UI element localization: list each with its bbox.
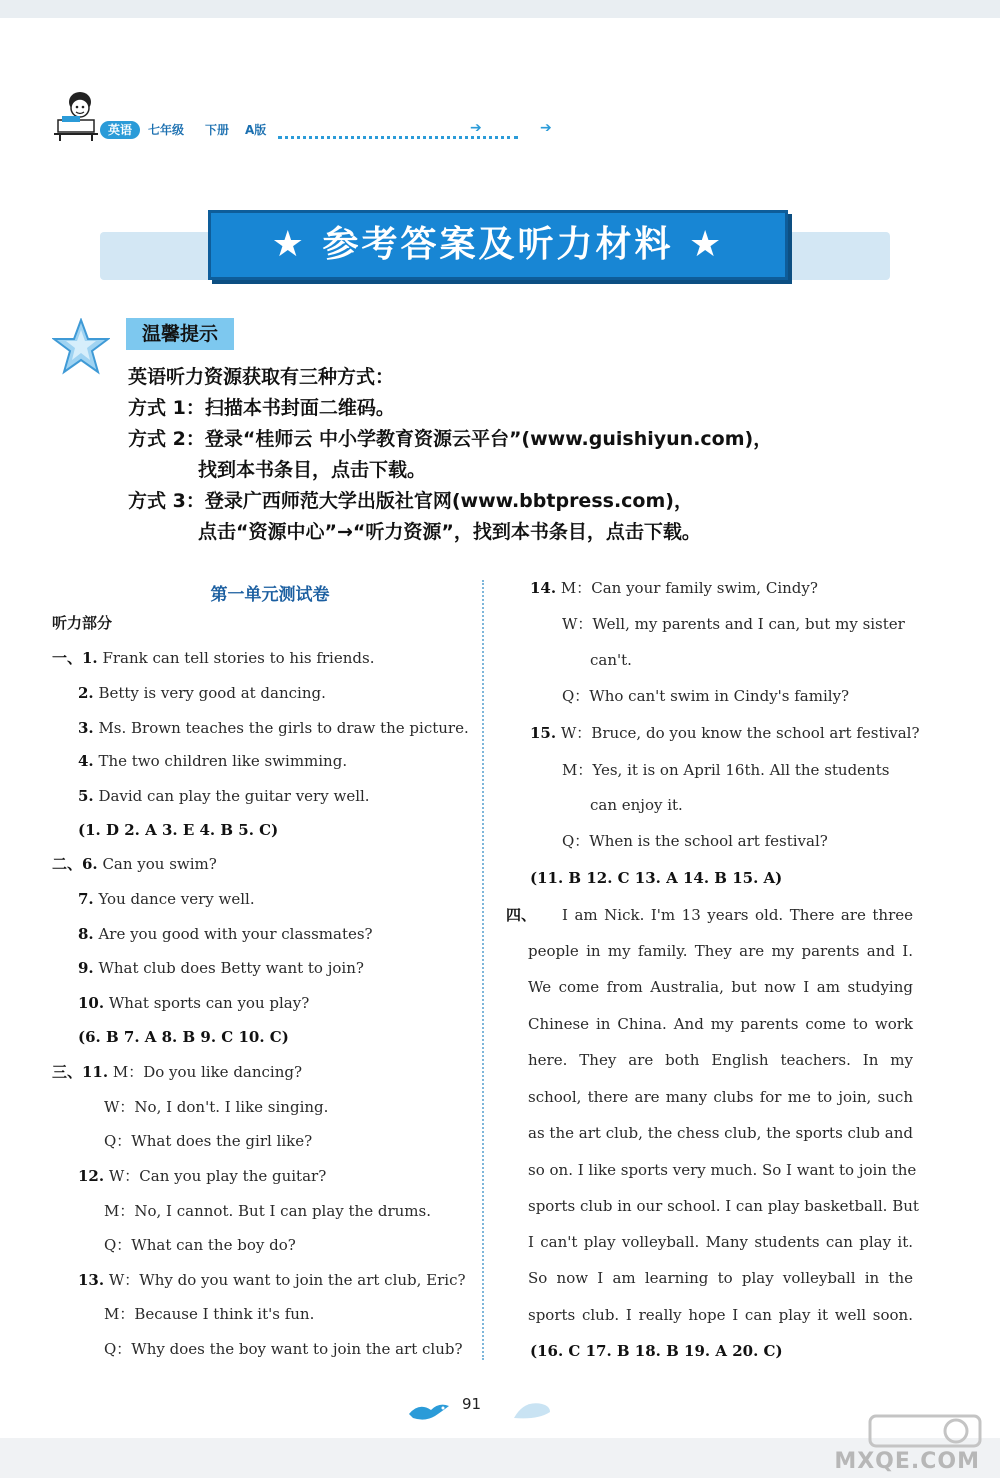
dialogue-line: W：Well, my parents and I can, but my sister <box>562 615 905 633</box>
banner-box <box>208 210 788 280</box>
arrow-icon: ➔ <box>470 120 482 136</box>
grade-label: 七年级 <box>148 123 185 137</box>
tip-line: 找到本书条目，点击下载。 <box>198 459 427 481</box>
passage-line: I can't play volleyball. Many students can play it. <box>528 1233 913 1251</box>
part-label: 听力部分 <box>52 614 113 632</box>
watermark-text: MXQE.COM <box>834 1449 980 1474</box>
subject-badge: 英语 <box>100 121 140 139</box>
passage-line: I am Nick. I'm 13 years old. There are three <box>562 906 913 924</box>
dotted-divider <box>278 122 518 139</box>
answer-line: 一、1. Frank can tell stories to his friends. <box>52 649 375 667</box>
answer-key: (1. D 2. A 3. E 4. B 5. C) <box>78 821 279 839</box>
answer-key: (6. B 7. A 8. B 9. C 10. C) <box>78 1028 289 1046</box>
passage-label: 四、 <box>506 906 537 924</box>
dialogue-line: Q：What does the girl like? <box>104 1132 313 1150</box>
passage-line: So now I am learning to play volleyball in the <box>528 1269 913 1287</box>
leaf-icon <box>512 1398 552 1422</box>
page-header <box>40 88 580 148</box>
volume-label: 下册 <box>205 123 230 137</box>
bird-icon <box>405 1398 453 1424</box>
dialogue-line: M：Yes, it is on April 16th. All the students <box>562 761 890 779</box>
edition-label: A版 <box>245 123 267 137</box>
passage-line: sports club. I really hope I can play it well soon. <box>528 1306 913 1324</box>
answer-line: 2. Betty is very good at dancing. <box>78 684 326 702</box>
answer-key: (11. B 12. C 13. A 14. B 15. A) <box>530 869 783 887</box>
tip-line: 点击“资源中心”→“听力资源”，找到本书条目，点击下载。 <box>198 521 701 543</box>
title-banner <box>100 210 890 290</box>
section-title: 第一单元测试卷 <box>210 585 330 605</box>
answer-line: 15. W：Bruce, do you know the school art festival? <box>530 724 920 742</box>
passage-line: sports club in our school. I can play basketball. But <box>528 1197 919 1215</box>
answer-line: 5. David can play the guitar very well. <box>78 787 370 805</box>
dialogue-line: M：No, I cannot. But I can play the drums. <box>104 1202 431 1220</box>
answer-line: 9. What club does Betty want to join? <box>78 959 364 977</box>
banner-title: 参考答案及听力材料 <box>322 224 674 265</box>
answer-line: 12. W：Can you play the guitar? <box>78 1167 327 1185</box>
dialogue-line: Q：When is the school art festival? <box>562 832 828 850</box>
top-edge <box>0 0 1000 18</box>
answer-line: 14. M：Can your family swim, Cindy? <box>530 579 818 597</box>
answer-line: 13. W：Why do you want to join the art club, Eric? <box>78 1271 466 1289</box>
passage-line: We come from Australia, but now I am studying <box>528 978 913 996</box>
star-icon: ★ <box>271 224 307 265</box>
passage-line: so on. I like sports very much. So I want to join the <box>528 1161 917 1179</box>
dialogue-line: Q：What can the boy do? <box>104 1236 296 1254</box>
passage-line: as the art club, the chess club, the sports club and <box>528 1124 913 1142</box>
passage-line: Chinese in China. And my parents come to work <box>528 1015 913 1033</box>
passage-line: people in my family. They are my parents and I. <box>528 942 913 960</box>
answer-line: 7. You dance very well. <box>78 890 255 908</box>
dialogue-line: can't. <box>590 651 632 669</box>
dialogue-line: Q：Who can't swim in Cindy's family? <box>562 687 850 705</box>
answer-line: 3. Ms. Brown teaches the girls to draw the picture. <box>78 719 469 737</box>
tip-line: 方式 3：登录广西师范大学出版社官网(www.bbtpress.com)， <box>128 490 693 512</box>
tip-title: 温馨提示 <box>126 318 234 350</box>
tip-line: 英语听力资源获取有三种方式： <box>128 366 395 388</box>
answer-line: 8. Are you good with your classmates? <box>78 925 373 943</box>
dialogue-line: W：No, I don't. I like singing. <box>104 1098 329 1116</box>
answer-line: 三、11. M：Do you like dancing? <box>52 1063 303 1081</box>
star-icon: ★ <box>689 224 725 265</box>
column-divider <box>482 580 484 1360</box>
dialogue-line: Q：Why does the boy want to join the art club? <box>104 1340 463 1358</box>
arrow-icon: ➔ <box>540 120 552 136</box>
tip-star-icon <box>52 318 110 376</box>
student-mascot-icon <box>48 88 102 142</box>
passage-line: school, there are many clubs for me to join, such <box>528 1088 913 1106</box>
tip-line: 方式 1：扫描本书封面二维码。 <box>128 397 395 419</box>
dialogue-line: M：Because I think it's fun. <box>104 1305 315 1323</box>
answer-line: 4. The two children like swimming. <box>78 752 348 770</box>
answer-line: 10. What sports can you play? <box>78 994 310 1012</box>
answer-line: 二、6. Can you swim? <box>52 855 217 873</box>
answer-key: (16. C 17. B 18. B 19. A 20. C) <box>530 1342 783 1360</box>
page-number: 91 <box>462 1395 482 1413</box>
dialogue-line: can enjoy it. <box>590 796 683 814</box>
tip-line: 方式 2：登录“桂师云 中小学教育资源云平台”(www.guishiyun.com)， <box>128 428 773 450</box>
passage-line: here. They are both English teachers. In my <box>528 1051 913 1069</box>
